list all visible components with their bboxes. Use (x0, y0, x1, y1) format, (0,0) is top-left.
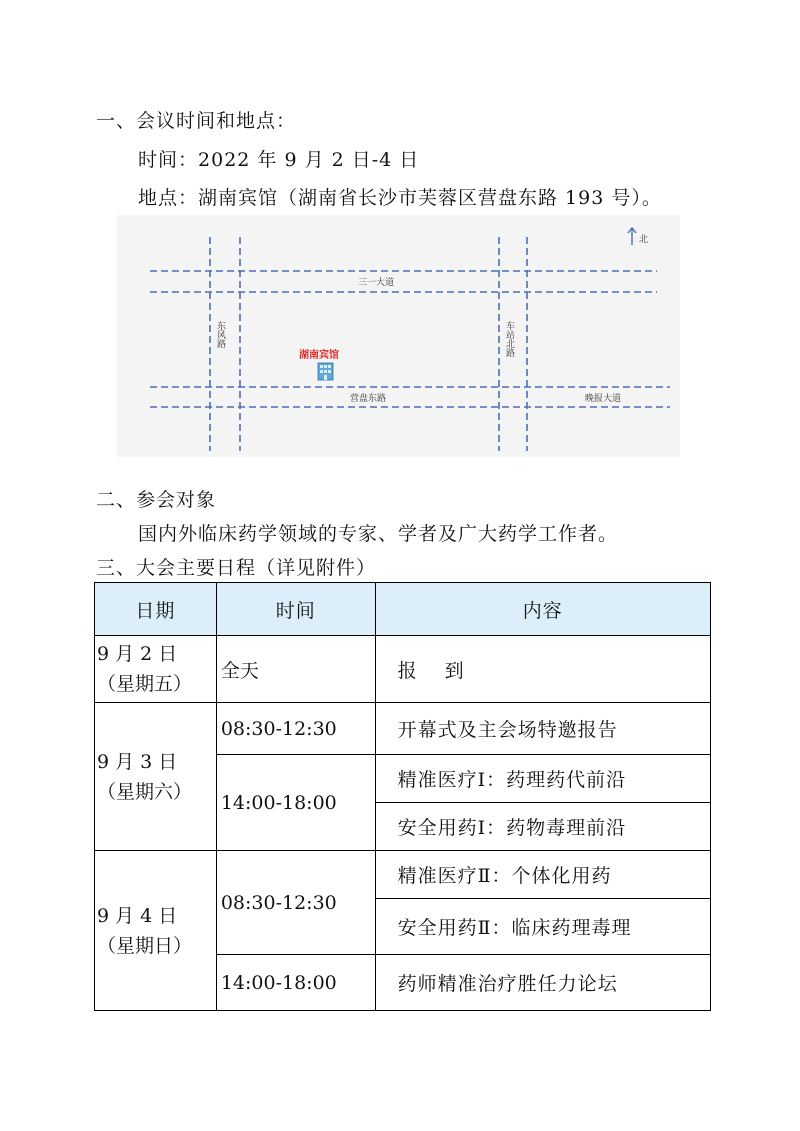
building-icon (318, 363, 333, 380)
content-cell: 精准医疗Ⅰ：药理药代前沿 (375, 755, 710, 803)
weekday-text: （星期五） (97, 673, 193, 695)
road-label-sanyi: 三一大道 (358, 278, 395, 288)
place-value: 湖南宾馆（湖南省长沙市芙蓉区营盘东路 193 号）。 (198, 187, 662, 209)
time-cell: 14:00-18:00 (216, 755, 375, 851)
time-cell: 全天 (216, 636, 375, 703)
section1-heading: 一、会议时间和地点： (96, 110, 297, 132)
table-row (95, 703, 711, 755)
date-cell (95, 851, 217, 1011)
hotel-label: 湖南宾馆 (299, 350, 339, 361)
content-cell: 安全用药Ⅱ：临床药理毒理 (375, 899, 710, 955)
attendees-text: 国内外临床药学领域的专家、学者及广大药学工作者。 (138, 523, 619, 545)
table-row (95, 636, 711, 703)
north-arrow-icon (628, 228, 636, 245)
road-label-dongfeng: 东风路 (215, 321, 225, 348)
meeting-time-line (138, 145, 419, 172)
time-cell: 08:30-12:30 (216, 851, 375, 955)
table-row (95, 851, 711, 899)
section3-heading: 三、大会主要日程（详见附件） (96, 557, 377, 579)
section2-heading: 二、参会对象 (96, 489, 217, 511)
place-label: 地点： (138, 187, 199, 209)
content-cell: 药师精准治疗胜任力论坛 (375, 955, 710, 1011)
date-cell (95, 703, 217, 851)
weekday-text: （星期六） (97, 780, 193, 803)
content-cell: 精准医疗Ⅱ：个体化用药 (375, 851, 710, 899)
road-label-wanbao: 晚报大道 (585, 394, 622, 404)
north-label: 北 (639, 235, 649, 245)
time-value: 2022 年 9 月 2 日-4 日 (198, 149, 420, 171)
header-time: 时间 (216, 583, 375, 636)
meeting-place-line (138, 183, 662, 210)
content-cell: 报 到 (375, 636, 710, 703)
schedule-table (94, 582, 711, 1011)
location-map (117, 215, 680, 457)
weekday-text: （星期日） (97, 934, 193, 957)
table-header-row (95, 583, 711, 636)
date-text: 9 月 3 日 (97, 750, 178, 773)
date-text: 9 月 2 日 (97, 643, 178, 665)
date-cell (95, 636, 217, 703)
road-label-yingpan: 营盘东路 (350, 394, 387, 404)
road-label-chezhan: 车站北路 (504, 321, 514, 357)
time-cell: 14:00-18:00 (216, 955, 375, 1011)
header-content: 内容 (375, 583, 710, 636)
time-label: 时间： (138, 149, 199, 171)
content-cell: 安全用药Ⅰ：药物毒理前沿 (375, 803, 710, 851)
date-text: 9 月 4 日 (97, 904, 178, 927)
header-date: 日期 (95, 583, 217, 636)
time-cell: 08:30-12:30 (216, 703, 375, 755)
content-cell: 开幕式及主会场特邀报告 (375, 703, 710, 755)
map-svg (117, 215, 680, 457)
